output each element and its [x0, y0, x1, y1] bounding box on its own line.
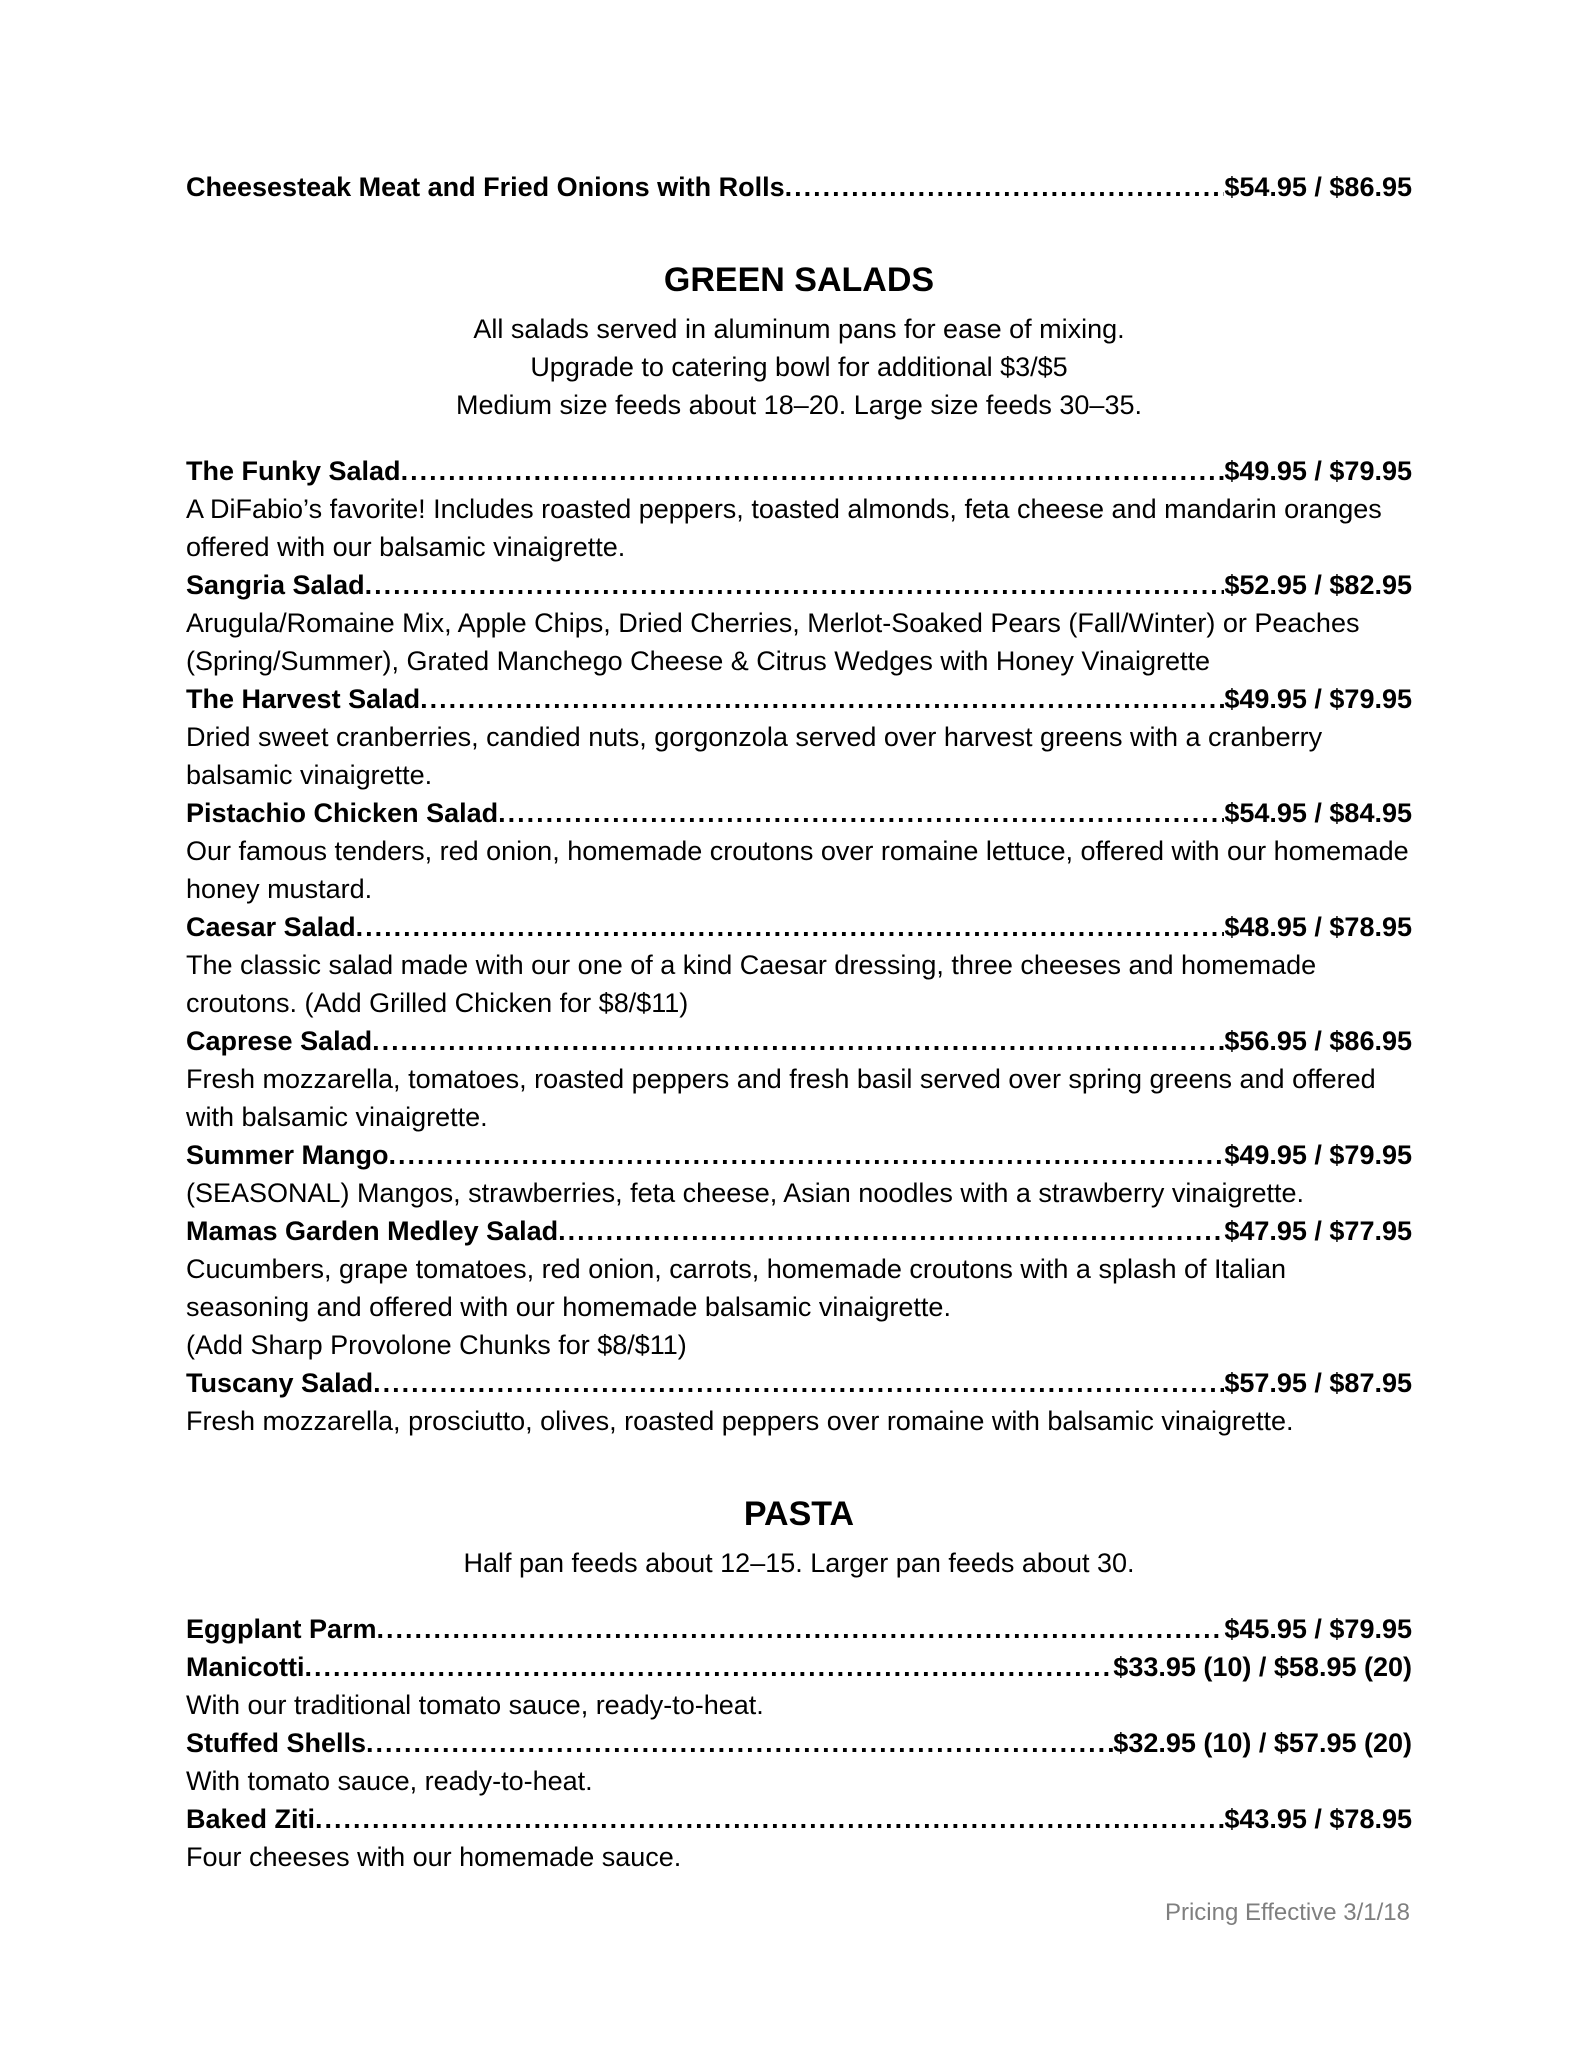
menu-item-line: [186, 680, 1412, 718]
menu-item-name: Tuscany Salad: [186, 1368, 374, 1398]
section-intro: [186, 1544, 1412, 1582]
pricing-effective-note: Pricing Effective 3/1/18: [1164, 1899, 1410, 1926]
menu-item-description: With our traditional tomato sauce, ready-to-heat.: [186, 1690, 764, 1720]
section-intro-line: Medium size feeds about 18–20. Large size feeds 30–35.: [456, 390, 1142, 420]
menu-item-name: Pistachio Chicken Salad: [186, 798, 499, 828]
menu-item-line: [186, 908, 1412, 946]
dot-leader: [558, 1212, 1224, 1250]
section-intro-line: Half pan feeds about 12–15. Larger pan feeds about 30.: [463, 1548, 1135, 1578]
menu-item-name: Eggplant Parm: [186, 1614, 377, 1644]
section-title: GREEN SALADS: [663, 261, 935, 299]
menu-content: [186, 168, 1412, 1876]
menu-item-price: $52.95 / $82.95: [1224, 570, 1412, 600]
menu-item-name: Sangria Salad: [186, 570, 365, 600]
menu-item-line: [186, 1136, 1412, 1174]
menu-item-name: Caprese Salad: [186, 1026, 373, 1056]
menu-item-description: (SEASONAL) Mangos, strawberries, feta cheese, Asian noodles with a strawberry vinaigrette.: [186, 1178, 1305, 1208]
menu-item-price: $47.95 / $77.95: [1224, 1216, 1412, 1246]
dot-leader: [377, 1610, 1225, 1648]
dot-leader: [785, 168, 1225, 206]
menu-item-name: Stuffed Shells: [186, 1728, 367, 1758]
menu-item-description: Dried sweet cranberries, candied nuts, gorgonzola served over harvest greens with a cranberry balsamic vinaigrette.: [186, 722, 1323, 790]
menu-item-price: $54.95 / $84.95: [1224, 798, 1412, 828]
section-title: PASTA: [743, 1495, 855, 1533]
dot-leader: [366, 1724, 1113, 1762]
menu-item-name: Caesar Salad: [186, 912, 356, 942]
menu-item-description: Arugula/Romaine Mix, Apple Chips, Dried Cherries, Merlot-Soaked Pears (Fall/Winter) or Peaches (Spring/Summer), Grated Manchego Cheese & Citrus Wedges with Honey Vinaigrette: [186, 608, 1360, 676]
menu-item-line: [186, 1364, 1412, 1402]
dot-leader: [372, 1022, 1224, 1060]
menu-item-name: Cheesesteak Meat and Fried Onions with Rolls: [186, 172, 785, 202]
dot-leader: [356, 908, 1225, 946]
menu-item-name: The Harvest Salad: [186, 684, 421, 714]
menu-item-price: $49.95 / $79.95: [1224, 1140, 1412, 1170]
menu-item-description: A DiFabio’s favorite! Includes roasted peppers, toasted almonds, feta cheese and mandarin oranges offered with our balsamic vinaigrette.: [186, 494, 1382, 562]
dot-leader: [305, 1648, 1114, 1686]
dot-leader: [389, 1136, 1225, 1174]
menu-item-line: [186, 452, 1412, 490]
menu-item-line: [186, 1212, 1412, 1250]
menu-item-description: Our famous tenders, red onion, homemade croutons over romaine lettuce, offered with our homemade honey mustard.: [186, 836, 1409, 904]
menu-item-name: Summer Mango: [186, 1140, 389, 1170]
menu-item-price: $49.95 / $79.95: [1224, 684, 1412, 714]
menu-item-description: Fresh mozzarella, prosciutto, olives, roasted peppers over romaine with balsamic vinaigrette.: [186, 1406, 1294, 1436]
menu-item-name: The Funky Salad: [186, 456, 401, 486]
dot-leader: [498, 794, 1224, 832]
menu-section: [186, 258, 1412, 1440]
menu-item-price: $32.95 (10) / $57.95 (20): [1113, 1728, 1412, 1758]
menu-section: [186, 1492, 1412, 1876]
menu-item-name: Mamas Garden Medley Salad: [186, 1216, 559, 1246]
menu-sections: [186, 258, 1412, 1876]
section-items: [186, 1610, 1412, 1876]
dot-leader: [373, 1364, 1224, 1402]
menu-item-description: (Add Sharp Provolone Chunks for $8/$11): [186, 1330, 687, 1360]
menu-item-price: $49.95 / $79.95: [1224, 456, 1412, 486]
menu-item-line: [186, 1648, 1412, 1686]
menu-item-price: $45.95 / $79.95: [1224, 1614, 1412, 1644]
menu-item-line: [186, 794, 1412, 832]
menu-item-description: With tomato sauce, ready-to-heat.: [186, 1766, 593, 1796]
menu-item-line: [186, 168, 1412, 206]
menu-item-price: $57.95 / $87.95: [1224, 1368, 1412, 1398]
menu-item-line: [186, 1022, 1412, 1060]
section-intro-line: Upgrade to catering bowl for additional $3/$5: [530, 352, 1068, 382]
menu-item-line: [186, 566, 1412, 604]
menu-item-name: Manicotti: [186, 1652, 305, 1682]
dot-leader: [401, 452, 1225, 490]
section-items: [186, 452, 1412, 1440]
menu-item-price: $48.95 / $78.95: [1224, 912, 1412, 942]
section-intro: [186, 310, 1412, 424]
menu-item-price: $43.95 / $78.95: [1224, 1804, 1412, 1834]
menu-item-description: Cucumbers, grape tomatoes, red onion, carrots, homemade croutons with a splash of Italian seasoning and offered with our homemade balsamic vinaigrette.: [186, 1254, 1287, 1322]
top-items: [186, 168, 1412, 206]
dot-leader: [365, 566, 1225, 604]
dot-leader: [315, 1800, 1224, 1838]
menu-item-description: Four cheeses with our homemade sauce.: [186, 1842, 682, 1872]
section-intro-line: All salads served in aluminum pans for ease of mixing.: [473, 314, 1125, 344]
menu-item-description: The classic salad made with our one of a kind Caesar dressing, three cheeses and homemade croutons. (Add Grilled Chicken for $8/$11): [186, 950, 1317, 1018]
menu-item-price: $54.95 / $86.95: [1224, 172, 1412, 202]
menu-item-line: [186, 1724, 1412, 1762]
menu-item-line: [186, 1800, 1412, 1838]
menu-item-description: Fresh mozzarella, tomatoes, roasted peppers and fresh basil served over spring greens and offered with balsamic vinaigrette.: [186, 1064, 1376, 1132]
menu-item-price: $56.95 / $86.95: [1224, 1026, 1412, 1056]
menu-item-name: Baked Ziti: [186, 1804, 316, 1834]
menu-item-line: [186, 1610, 1412, 1648]
dot-leader: [420, 680, 1224, 718]
menu-item-price: $33.95 (10) / $58.95 (20): [1113, 1652, 1412, 1682]
